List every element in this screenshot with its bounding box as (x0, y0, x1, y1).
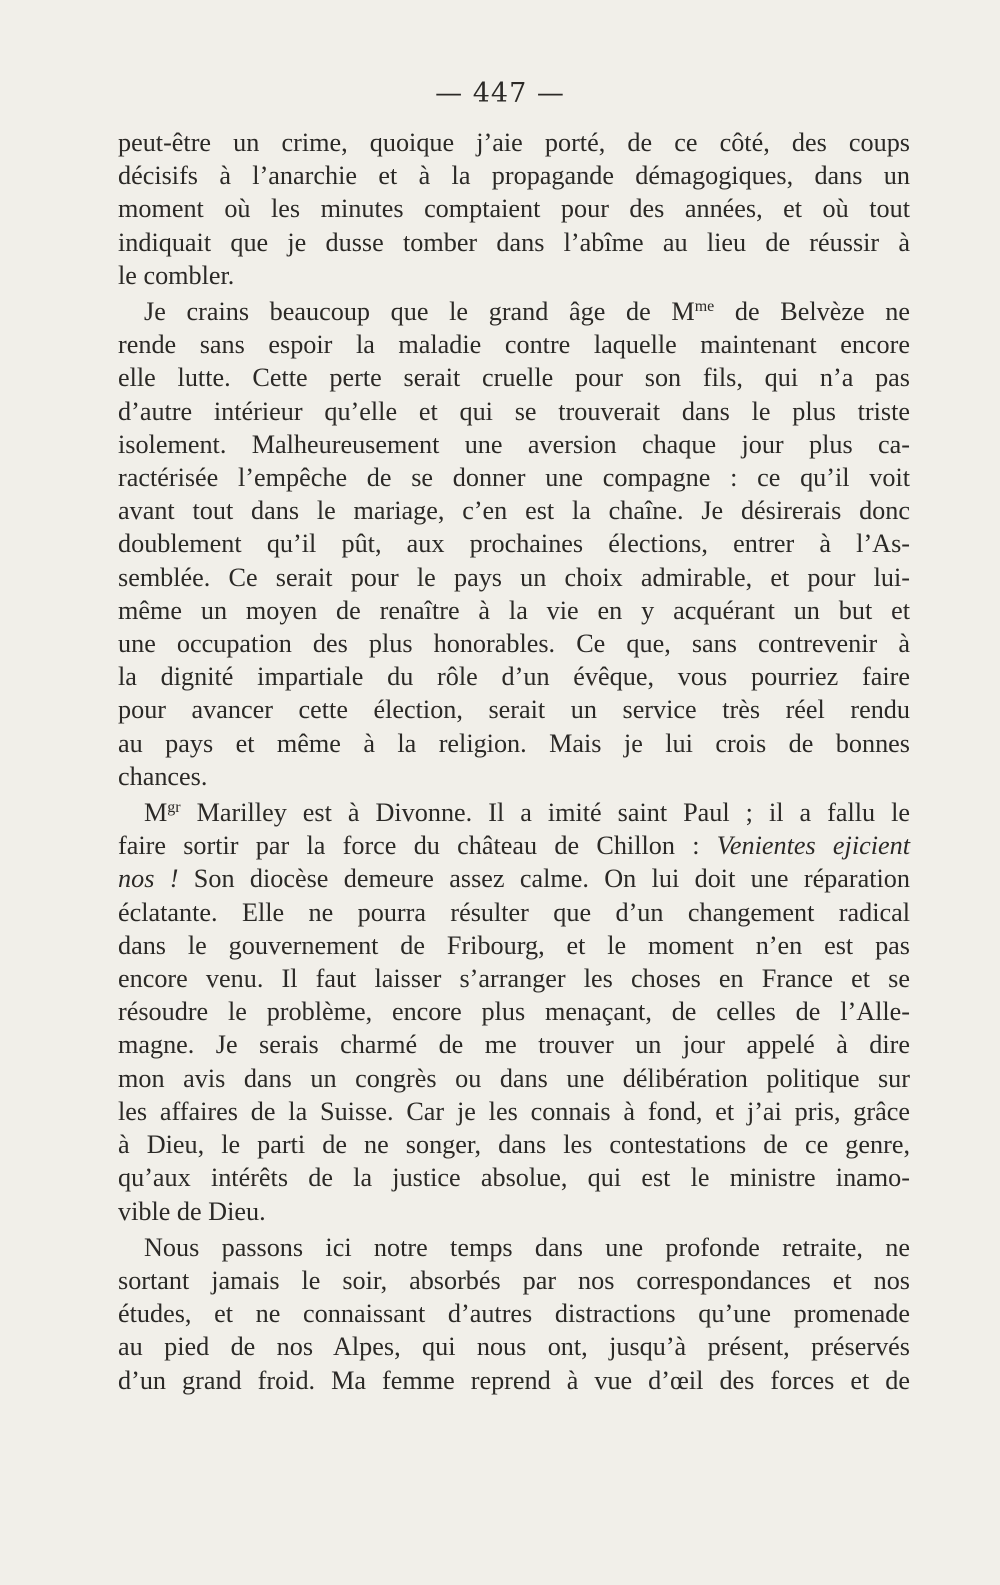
text-line: doublement qu’il pût, aux prochaines élections, entrer à l’As- (118, 529, 910, 559)
text-line (118, 829, 910, 862)
text-line: dans le gouvernement de Fribourg, et le moment n’en est pas (118, 930, 910, 960)
text-line: chances. (118, 761, 208, 791)
superscript: gr (167, 799, 181, 817)
latin-quote: Venientes ejicient (716, 831, 910, 861)
text-line: la dignité impartiale du rôle d’un évêque, vous pourriez faire (118, 662, 910, 692)
text-line: elle lutte. Cette perte serait cruelle pour son fils, qui n’a pas (118, 363, 910, 393)
text-line: au pays et même à la religion. Mais je lui crois de bonnes (118, 728, 910, 758)
text-line: vible de Dieu. (118, 1196, 266, 1226)
text-line: avant tout dans le mariage, c’en est la chaîne. Je désirerais donc (118, 496, 910, 526)
text-run: de Belvèze ne (714, 297, 910, 327)
text-line: résoudre le problème, encore plus menaçant, de celles de l’Alle- (118, 997, 910, 1027)
text-run: Je crains beaucoup que le grand âge de M (144, 297, 695, 327)
text-line: au pied de nos Alpes, qui nous ont, jusqu’à présent, préservés (118, 1332, 910, 1362)
text-run: M (144, 798, 168, 828)
text-line: isolement. Malheureusement une aversion chaque jour plus ca- (118, 429, 910, 459)
superscript: me (694, 298, 715, 316)
page-number: — 447 — (435, 78, 565, 109)
text-line: éclatante. Elle ne pourra résulter que d’un changement radical (118, 897, 910, 927)
latin-quote: nos ! (118, 864, 179, 894)
text-run: Marilley est à Divonne. Il a imité saint Paul ; il a fallu le (180, 798, 910, 828)
text-line: rende sans espoir la maladie contre laquelle maintenant encore (118, 330, 910, 360)
text-line: magne. Je serais charmé de me trouver un jour appelé à dire (118, 1030, 910, 1060)
text-run: faire sortir par la force du château de Chillon : (118, 831, 717, 861)
text-line: le combler. (118, 260, 235, 290)
text-line: sortant jamais le soir, absorbés par nos correspondances et nos (118, 1265, 910, 1295)
body-text (118, 126, 910, 1397)
paragraph-2 (118, 295, 910, 793)
text-line: mon avis dans un congrès ou dans une délibération politique sur (118, 1063, 910, 1093)
text-line (118, 295, 910, 328)
text-line (118, 862, 910, 895)
text-line: Nous passons ici notre temps dans une profonde retraite, ne (144, 1232, 910, 1262)
text-line: même un moyen de renaître à la vie en y acquérant un but et (118, 595, 910, 625)
text-line: semblée. Ce serait pour le pays un choix admirable, et pour lui- (118, 562, 910, 592)
text-line: qu’aux intérêts de la justice absolue, qui est le ministre inamo- (118, 1163, 910, 1193)
text-line (118, 796, 910, 829)
text-line: peut-être un crime, quoique j’aie porté, de ce côté, des coups (118, 128, 910, 157)
paragraph-3 (118, 796, 910, 1228)
text-line: indiquait que je dusse tomber dans l’abîme au lieu de réussir à (118, 227, 910, 257)
text-line: d’autre intérieur qu’elle et qui se trouverait dans le plus triste (118, 396, 910, 426)
paragraph-4 (118, 1231, 910, 1397)
paragraph-1 (118, 126, 910, 292)
text-line: moment où les minutes comptaient pour des années, et où tout (118, 194, 910, 224)
text-line: ractérisée l’empêche de se donner une compagne : ce qu’il voit (118, 463, 910, 493)
text-line: une occupation des plus honorables. Ce que, sans contrevenir à (118, 629, 910, 659)
text-line: encore venu. Il faut laisser s’arranger les choses en France et se (118, 964, 910, 994)
text-line: études, et ne connaissant d’autres distractions qu’une promenade (118, 1299, 910, 1329)
text-run: Son diocèse demeure assez calme. On lui doit une réparation (178, 864, 910, 894)
text-line: d’un grand froid. Ma femme reprend à vue d’œil des forces et de (118, 1365, 910, 1395)
text-line: à Dieu, le parti de ne songer, dans les contestations de ce genre, (118, 1130, 910, 1160)
text-line: pour avancer cette élection, serait un service très réel rendu (118, 695, 910, 725)
text-line: décisifs à l’anarchie et à la propagande démagogiques, dans un (118, 161, 910, 191)
text-line: les affaires de la Suisse. Car je les connais à fond, et j’ai pris, grâce (118, 1096, 910, 1126)
